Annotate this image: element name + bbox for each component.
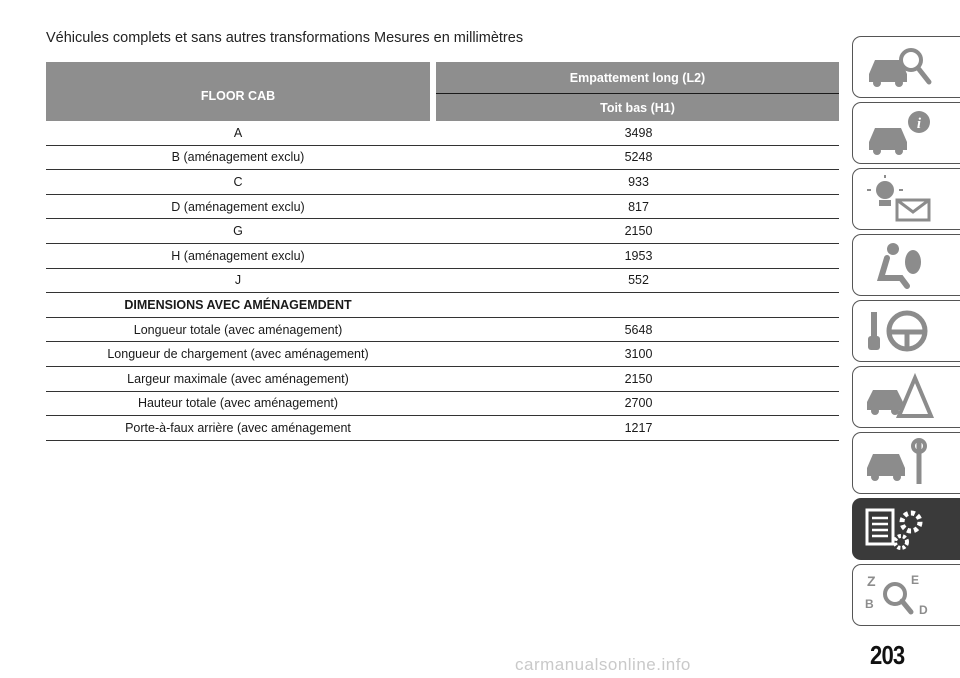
row-value: 1217 — [624, 420, 653, 435]
dimensions-table — [46, 62, 839, 441]
row-value: 817 — [628, 199, 649, 214]
table-row — [46, 244, 839, 269]
row-value: 933 — [628, 174, 649, 189]
row-label: J — [234, 273, 242, 288]
svg-text:i: i — [916, 116, 922, 132]
tab-maintenance[interactable] — [852, 432, 960, 494]
car-info-icon — [863, 108, 935, 158]
tab-starting-driving[interactable] — [852, 300, 960, 362]
tab-technical-data[interactable] — [852, 498, 960, 560]
index-magnifier-icon — [863, 570, 935, 620]
technical-data-gears-icon — [863, 504, 935, 554]
svg-text:Z: Z — [867, 573, 876, 589]
row-label: B (aménagement exclu) — [171, 150, 305, 165]
airbag-seat-icon — [863, 240, 935, 290]
tab-warning-lights[interactable] — [852, 168, 960, 230]
row-label: Porte-à-faux arrière (avec aménagement — [125, 420, 351, 435]
row-value: 1953 — [624, 248, 653, 263]
table-row — [46, 269, 839, 294]
row-label: DIMENSIONS AVEC AMÉNAGEMDENT — [124, 297, 352, 312]
key-steering-wheel-icon — [863, 306, 935, 356]
row-label: A — [233, 125, 243, 140]
row-label: Longueur totale (avec aménagement) — [133, 322, 343, 337]
row-label: Largeur maximale (avec aménagement) — [127, 371, 349, 386]
row-label: H (aménagement exclu) — [171, 248, 305, 263]
table-row — [46, 342, 839, 367]
page-number: 203 — [870, 640, 905, 670]
tab-car-info[interactable] — [852, 102, 960, 164]
page-title: Véhicules complets et sans autres transformations Mesures en millimètres — [46, 30, 524, 46]
svg-text:D: D — [919, 603, 928, 617]
tab-emergency[interactable] — [852, 366, 960, 428]
row-label: Hauteur totale (avec aménagement) — [137, 396, 339, 411]
watermark: carmanualsonline.info — [515, 655, 691, 674]
row-value: 5648 — [624, 322, 653, 337]
table-body — [46, 121, 839, 441]
table-header — [46, 62, 839, 121]
row-value: 2700 — [624, 396, 653, 411]
table-row — [46, 318, 839, 343]
table-row — [46, 170, 839, 195]
row-value: 5248 — [624, 150, 653, 165]
header-roof: Toit bas (H1) — [600, 101, 675, 115]
section-row — [46, 293, 839, 318]
table-row — [46, 416, 839, 441]
svg-text:B: B — [865, 597, 874, 611]
row-label: G — [233, 224, 243, 239]
header-floor-cab: FLOOR CAB — [200, 88, 276, 103]
row-value: 2150 — [624, 371, 653, 386]
row-label: C — [233, 174, 243, 189]
tab-car-search[interactable] — [852, 36, 960, 98]
table-row — [46, 195, 839, 220]
table-row — [46, 219, 839, 244]
table-row — [46, 121, 839, 146]
table-row — [46, 367, 839, 392]
svg-text:E: E — [911, 573, 920, 587]
row-value: 2150 — [624, 224, 653, 239]
warning-light-message-icon — [863, 174, 935, 224]
row-label: Longueur de chargement (avec aménagement) — [107, 347, 369, 362]
header-wheelbase: Empattement long (L2) — [436, 62, 839, 94]
row-value: 3498 — [624, 125, 653, 140]
row-value: 552 — [628, 273, 649, 288]
row-value: 3100 — [624, 347, 653, 362]
row-label: D (aménagement exclu) — [171, 199, 305, 214]
car-wrench-icon — [863, 438, 935, 488]
tab-index[interactable] — [852, 564, 960, 626]
tab-safety[interactable] — [852, 234, 960, 296]
table-row — [46, 146, 839, 171]
table-row — [46, 392, 839, 417]
car-magnifier-icon — [863, 42, 935, 92]
car-breakdown-warning-icon — [863, 372, 935, 422]
